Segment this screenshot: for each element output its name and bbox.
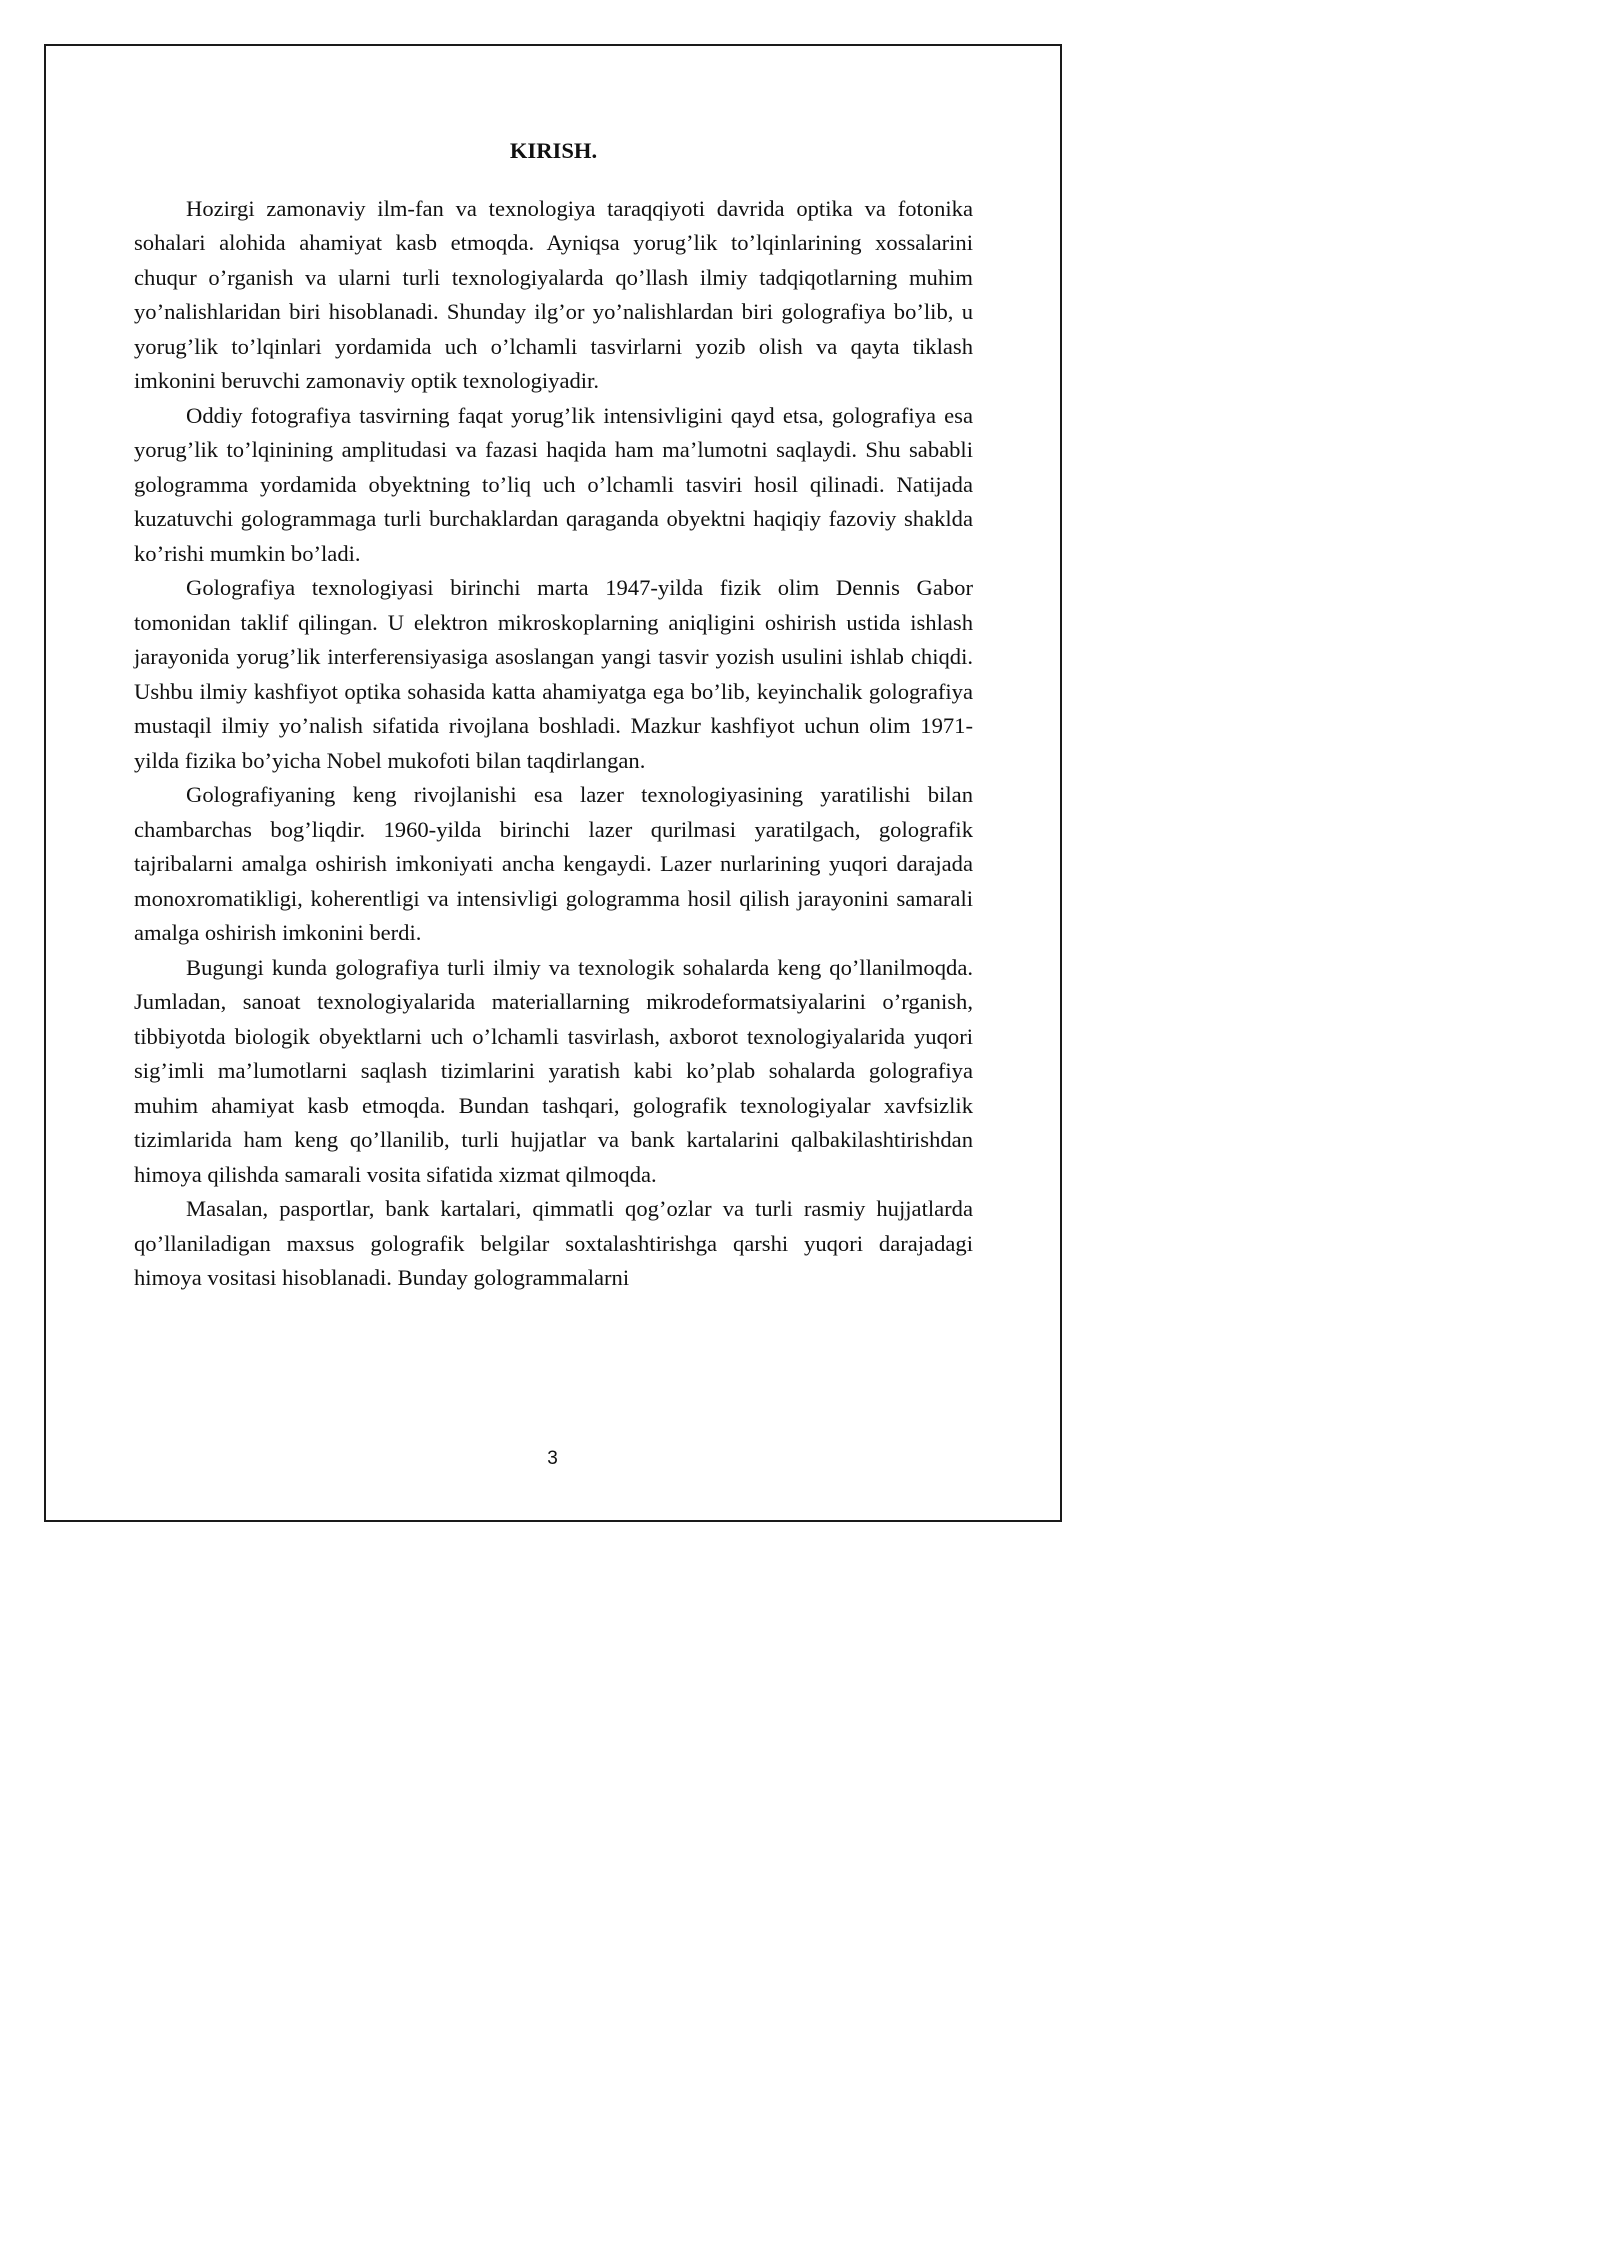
document-body xyxy=(134,134,973,1296)
paragraph-3: Golografiya texnologiyasi birinchi marta 1947-yilda fizik olim Dennis Gabor tomonidan taklif qilingan. U elektron mikroskoplarning aniqligini oshirish ustida ishlash jarayonida yorug’lik interferensiyasiga asoslangan yangi tasvir yozish usulini ishlab chiqdi. Ushbu ilmiy kashfiyot optika sohasida katta ahamiyatga ega bo’lib, keyinchalik golografiya mustaqil ilmiy yo’nalish sifatida rivojlana boshladi. Mazkur kashfiyot uchun olim 1971-yilda fizika bo’yicha Nobel mukofoti bilan taqdirlangan. xyxy=(134,575,973,773)
section-title: KIRISH. xyxy=(509,138,598,163)
paragraph-2: Oddiy fotografiya tasvirning faqat yorug’lik intensivligini qayd etsa, golografiya esa yorug’lik to’lqinining amplitudasi va fazasi haqida ham ma’lumotni saqlaydi. Shu sababli gologramma yordamida obyektning to’liq uch o’lchamli tasviri hosil qilinadi. Natijada kuzatuvchi gologrammaga turli burchaklardan qaraganda obyektni haqiqiy fazoviy shaklda ko’rishi mumkin bo’ladi. xyxy=(134,402,973,566)
paragraph-4: Golografiyaning keng rivojlanishi esa lazer texnologiyasining yaratilishi bilan chambarchas bog’liqdir. 1960-yilda birinchi lazer qurilmasi yaratilgach, golografik tajribalarni amalga oshirish imkoniyati ancha kengaydi. Lazer nurlarining yuqori darajada monoxromatikligi, koherentligi va intensivligi gologramma hosil qilish jarayonini samarali amalga oshirish imkonini berdi. xyxy=(134,782,973,945)
paragraph-1: Hozirgi zamonaviy ilm-fan va texnologiya taraqqiyoti davrida optika va fotonika sohalari alohida ahamiyat kasb etmoqda. Ayniqsa yorug’lik to’lqinlarining xossalarini chuqur o’rganish va ularni turli texnologiyalarda qo’llash ilmiy tadqiqotlarning muhim yo’nalishlaridan biri hisoblanadi. Shunday ilg’or yo’nalishlardan biri golografiya bo’lib, u yorug’lik to’lqinlari yordamida uch o’lchamli tasvirlarni yozib olish va qayta tiklash imkonini beruvchi zamonaviy optik texnologiyadir. xyxy=(134,195,973,393)
page-number: 3 xyxy=(547,1448,558,1469)
paragraph-6: Masalan, pasportlar, bank kartalari, qimmatli qog’ozlar va turli rasmiy hujjatlarda qo’llaniladigan maxsus golografik belgilar soxtalashtirishga qarshi yuqori darajadagi himoya vositasi hisoblanadi. Bunday gologrammalarni xyxy=(134,1196,973,1290)
paragraph-5: Bugungi kunda golografiya turli ilmiy va texnologik sohalarda keng qo’llanilmoqda. Jumladan, sanoat texnologiyalarida materiallarning mikrodeformatsiyalarini o’rganish, tibbiyotda biologik obyektlarni uch o’lchamli tasvirlash, axborot texnologiyalarida yuqori sig’imli ma’lumotlarni saqlash tizimlarini yaratish kabi ko’plab sohalarda golografiya muhim ahamiyat kasb etmoqda. Bundan tashqari, golografik texnologiyalar xavfsizlik tizimlarida ham keng qo’llanilib, turli hujjatlar va bank kartalarini qalbakilashtirishdan himoya qilishda samarali vosita sifatida xizmat qilmoqda. xyxy=(134,954,973,1187)
